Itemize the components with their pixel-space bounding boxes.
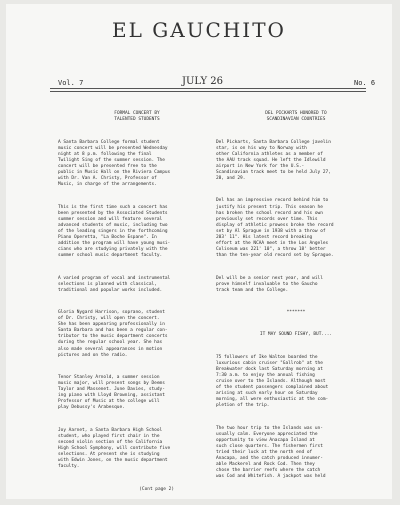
right-column xyxy=(216,99,376,497)
issue-date: JULY 26 xyxy=(182,76,223,87)
pickarts-paragraph-1: Del Pickarts, Santa Barbara College javelin star, is on his way to Norway with other California athletes as a member of the AAU track squad. He left the Idlewild airport in New York for the U.S.- Scandinavian track meet to be held July 27, 28, and 29. xyxy=(216,139,331,182)
concert-paragraph-3: A varied program of vocal and instrumental selections is planned with classical, traditional and popular works included. xyxy=(58,275,171,293)
volume-label: Vol. 7 xyxy=(58,79,84,87)
concert-paragraph-1: A Santa Barbara College formal student music concert will be presented Wednesday night at 8 p.m. following the final Twilight Sing of the summer session. The concert will be presented free to the public in Music Hall on the Riviera Campus with Dr. Van A. Christy, Professor of Music, in charge of the arrangements. xyxy=(58,139,171,188)
top-rule xyxy=(50,88,366,89)
concert-headline: FORMAL CONCERT BY TALENTED STUDENTS xyxy=(114,111,160,123)
fishing-headline: IT MAY SOUND FISHY, BUT.... xyxy=(259,332,333,338)
masthead-title: EL GAUCHITO xyxy=(112,18,286,42)
fishing-paragraph-2: The two hour trip to the Islands was un- usually calm. Everyone appreciated the opportunity to view Anacapa Island at such close quarters. The fishermen first tried their luck at the north end of Anacapa, and the catch produced innumer- able Mackerel and Rock Cod. Then they chose the barrier reefs where the catch was Cod and Whitefish. A jackpot was held xyxy=(216,425,326,480)
section-separator: ******* xyxy=(286,310,306,315)
concert-paragraph-6: Joy Aarnet, a Santa Barbara High School student, who played first chair in the second violin section of the California High School Symphony, will contribute five selections. At present she is studying with Edwin Jones, on the music department faculty. xyxy=(58,427,171,470)
concert-paragraph-4: Gloria Nygard Harrison, soprano, student of Dr. Christy, will open the concert. She has been appearing professionally in Santa Barbara and has been a regular con- tributor to the music department concerts during the regular school year. She has also made several appearances in motion pictures and on the radio. xyxy=(58,310,168,358)
left-column xyxy=(58,99,216,505)
continued-note: (Cont page 2) xyxy=(139,486,174,492)
pickarts-paragraph-3: Del will be a senior next year, and will prove himself invaluable to the Gaucho track team and the College. xyxy=(216,275,323,293)
newsletter-page xyxy=(6,4,392,499)
concert-paragraph-5: Tenor Stanley Arnold, a summer session music major, will present songs by Deems Taylor and Massenet. June Davies, study- ing piano with Lloyd Browning, assistant Professor of Music at the college will play Debussy's Arabesque. xyxy=(58,374,165,411)
fishing-paragraph-1: 75 followers of Ike Walton boarded the luxurious cabin cruiser "Gallrob" at the Breakwater dock last Saturday morning at 7:30 a.m. to enjoy the annual fishing cruise over to the Islands. Although most of the student passengers complained about arising at such early hour on Saturday morning, all were enthusiastic at the com- pletion of the trip. xyxy=(216,354,329,409)
concert-paragraph-2: This is the first time such a concert has been presented by the Associated Students summer session and will feature several advanced students of music, including two of the leading singers in the forthcoming Piano Operetta, "La Boche Espane". In addition the program will have young musi- cians who are studying privately with the summer school music department faculty. xyxy=(58,204,171,259)
issue-number: No. 6 xyxy=(354,79,376,87)
pickarts-headline: DEL PICKARTS HONORED TO SCANDINAVIAN COUNTRIES xyxy=(265,111,327,123)
top-rule-second xyxy=(50,91,366,92)
pickarts-paragraph-2: Del has an impressive record behind him to justify his present trip. This season he has broken the school record and his own previously set records over time. This display of athletic prowess broke the record set by Al Sprague in 1938 with a throw of 203' 11". His latest record breaking effort at the NCAA meet in the Los Angeles Coliseum was 221' 10", a throw 18' better than the ten-year old record set by Sprague. xyxy=(216,198,334,259)
